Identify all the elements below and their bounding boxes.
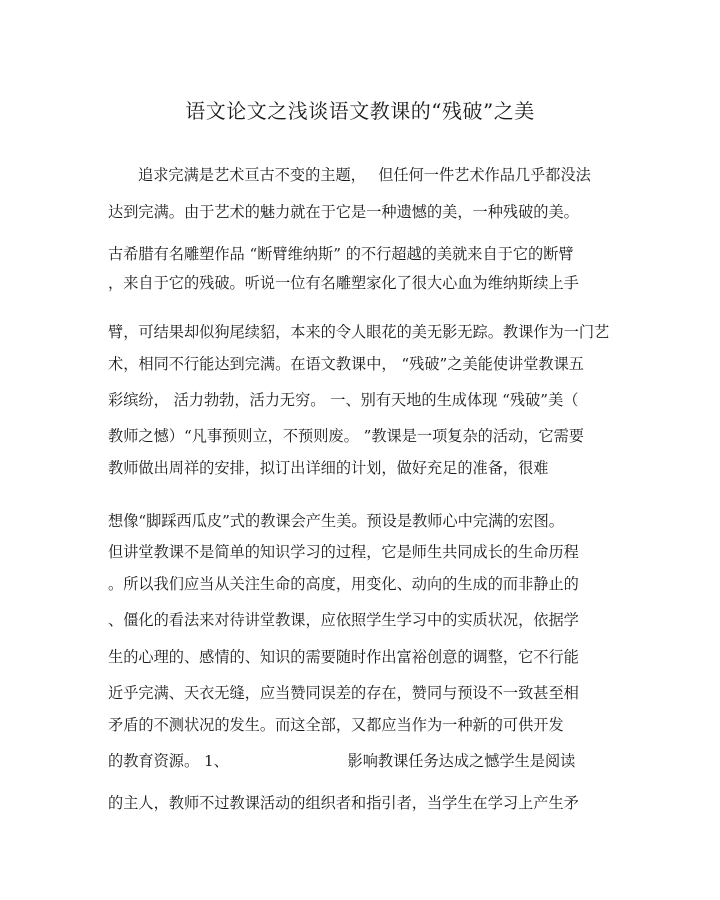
paragraph-line-3: 古希腊有名雕塑作品 “断臂维纳斯” 的不行超越的美就来自于它的断臂	[108, 245, 574, 263]
paragraph-line-10: 想像“脚踩西瓜皮”式的教课会产生美。预设是教师心中完满的宏图。	[108, 512, 564, 530]
paragraph-line-6: 术，相同不行能达到完满。在语文教课中， “残破”之美能使讲堂教课五	[108, 355, 584, 373]
paragraph-line-8: 教师之憾）“凡事预则立，不预则废。 ”教课是一项复杂的活动，它需要	[108, 427, 584, 445]
paragraph-line-2: 达到完满。由于艺术的魅力就在于它是一种遗憾的美，一种残破的美。	[108, 203, 579, 221]
paragraph-line-13: 、僵化的看法来对待讲堂教课，应依照学生学习中的实质状况，依据学	[108, 611, 579, 629]
document-title: 语文论文之浅谈语文教课的“残破”之美	[185, 99, 535, 123]
paragraph-line-18: 的主人，教师不过教课活动的组织者和指引者，当学生在学习上产生矛	[108, 794, 579, 812]
paragraph-line-11: 但讲堂教课不是简单的知识学习的过程，它是师生共同成长的生命历程	[108, 543, 579, 561]
paragraph-line-4: ，来自于它的残破。听说一位有名雕塑家化了很大心血为维纳斯续上手	[108, 274, 579, 292]
paragraph-line-9: 教师做出周祥的安排，拟订出详细的计划，做好充足的准备，很难	[108, 459, 549, 477]
paragraph-line-16: 矛盾的不测状况的发生。而这全部，又都应当作为一种新的可供开发	[108, 716, 564, 734]
paragraph-line-14: 生的心理的、感情的、知识的需要随时作出富裕创意的调整，它不行能	[108, 648, 579, 666]
paragraph-line-15: 近乎完满、天衣无缝，应当赞同误差的存在，赞同与预设不一致甚至相	[108, 684, 579, 702]
paragraph-line-1: 追求完满是艺术亘古不变的主题， 但任何一件艺术作品几乎都没法	[138, 166, 591, 184]
paragraph-line-12: 。所以我们应当从关注生命的高度，用变化、动向的生成的而非静止的	[108, 575, 579, 593]
paragraph-line-5: 臂，可结果却似狗尾续貂，本来的令人眼花的美无影无踪。教课作为一门艺	[108, 323, 610, 341]
paragraph-line-17: 的教育资源。 1、 影响教课任务达成之憾学生是阅读	[108, 752, 576, 770]
paragraph-line-7: 彩缤纷， 活力勃勃，活力无穷。 一、别有天地的生成体现 “残破”美（	[108, 391, 579, 409]
